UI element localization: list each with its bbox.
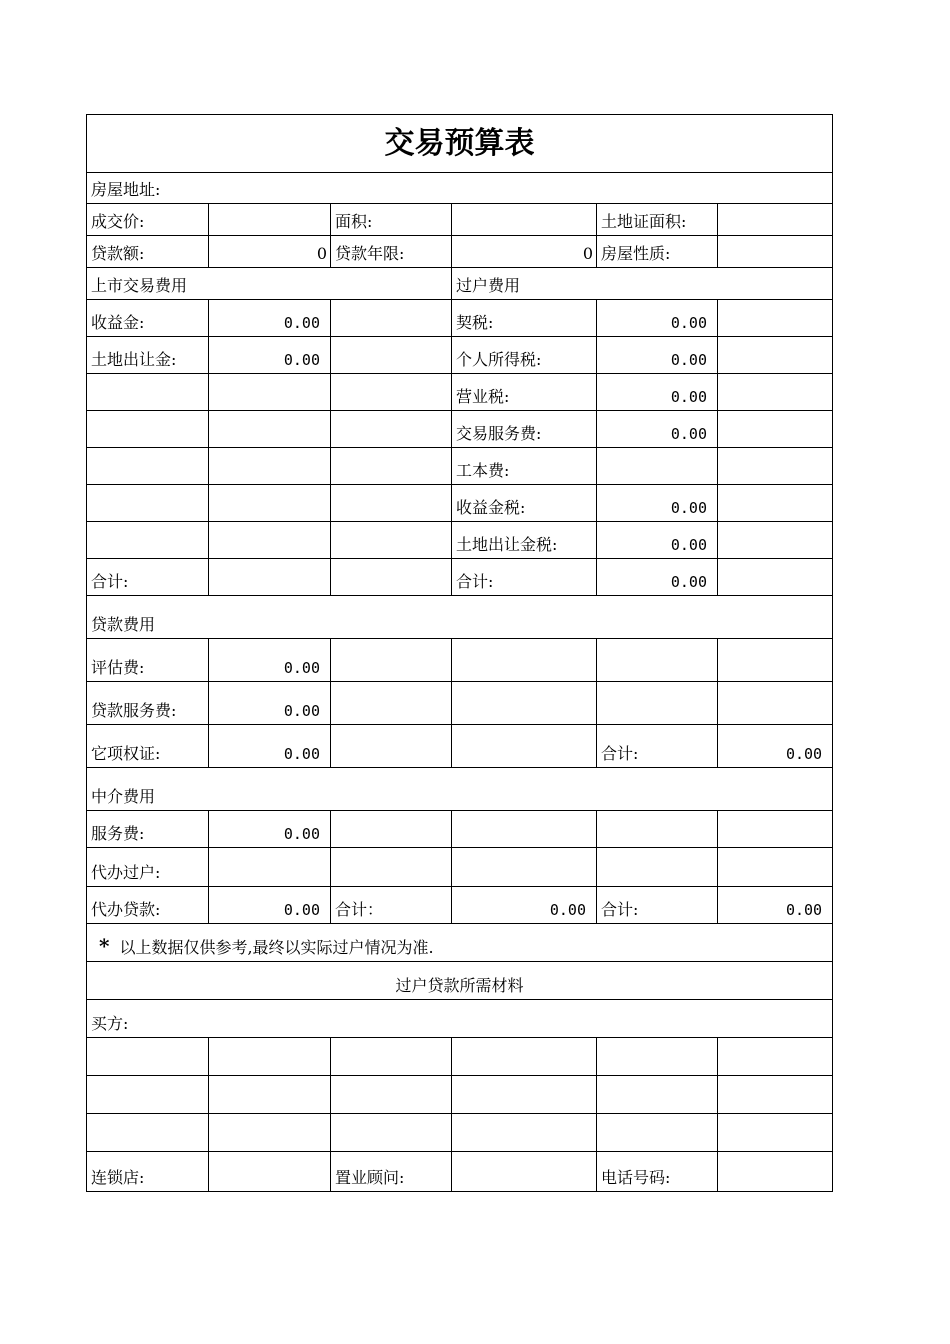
- empty-cell: [331, 300, 452, 337]
- loan-amount-label: 贷款额:: [87, 236, 209, 268]
- listing-section-label: 上市交易费用: [87, 268, 452, 300]
- empty-cell: [452, 848, 597, 887]
- agency-service-value: 0.00: [209, 811, 331, 848]
- empty-cell[interactable]: [718, 1114, 833, 1152]
- disclaimer-note: [87, 924, 833, 962]
- empty-cell[interactable]: [597, 1076, 718, 1114]
- empty-cell: [331, 848, 452, 887]
- appraisal-value: 0.00: [209, 639, 331, 682]
- buyer-label: 买方:: [87, 1000, 833, 1038]
- price-input[interactable]: [209, 204, 331, 236]
- income-tax-label: 个人所得税:: [452, 337, 597, 374]
- materials-title: 过户贷款所需材料: [87, 962, 833, 1000]
- area-label: 面积:: [331, 204, 452, 236]
- land-area-input[interactable]: [718, 204, 833, 236]
- empty-cell: [331, 411, 452, 448]
- agency-transfer-value[interactable]: [209, 848, 331, 887]
- agency-subtotal-label: 合计：: [331, 887, 452, 924]
- empty-cell: [209, 448, 331, 485]
- house-nature-label: 房屋性质:: [597, 236, 718, 268]
- consultant-label: 置业顾问:: [331, 1152, 452, 1192]
- listing-total-label: 合计:: [87, 559, 209, 596]
- service-fee-value: 0.00: [597, 411, 718, 448]
- empty-cell[interactable]: [331, 1114, 452, 1152]
- area-input[interactable]: [452, 204, 597, 236]
- disclaimer-text: 以上数据仅供参考,最终以实际过户情况为准.: [119, 938, 434, 957]
- income-value: 0.00: [209, 300, 331, 337]
- store-input[interactable]: [209, 1152, 331, 1192]
- empty-cell: [331, 559, 452, 596]
- empty-cell: [331, 485, 452, 522]
- appraisal-label: 评估费:: [87, 639, 209, 682]
- cost-fee-value[interactable]: [597, 448, 718, 485]
- empty-cell[interactable]: [209, 1114, 331, 1152]
- deed-tax-value: 0.00: [597, 300, 718, 337]
- empty-cell: [209, 522, 331, 559]
- asterisk-icon: *: [99, 934, 110, 958]
- loan-years-value[interactable]: 0: [452, 236, 597, 268]
- land-fee-label: 土地出让金:: [87, 337, 209, 374]
- house-nature-input[interactable]: [718, 236, 833, 268]
- agency-transfer-label: 代办过户:: [87, 848, 209, 887]
- empty-cell: [718, 559, 833, 596]
- empty-cell: [331, 448, 452, 485]
- cost-fee-label: 工本费:: [452, 448, 597, 485]
- deed-tax-label: 契税:: [452, 300, 597, 337]
- service-fee-label: 交易服务费:: [452, 411, 597, 448]
- empty-cell: [452, 682, 597, 725]
- loan-service-value: 0.00: [209, 682, 331, 725]
- address-label: 房屋地址:: [87, 173, 833, 204]
- empty-cell: [87, 448, 209, 485]
- empty-cell: [87, 522, 209, 559]
- empty-cell[interactable]: [597, 1114, 718, 1152]
- empty-cell: [209, 485, 331, 522]
- business-tax-value: 0.00: [597, 374, 718, 411]
- empty-cell: [718, 848, 833, 887]
- empty-cell[interactable]: [209, 1038, 331, 1076]
- empty-cell: [331, 639, 452, 682]
- phone-input[interactable]: [718, 1152, 833, 1192]
- empty-cell[interactable]: [452, 1114, 597, 1152]
- empty-cell: [718, 485, 833, 522]
- empty-cell: [331, 682, 452, 725]
- agency-section-label: 中介费用: [87, 768, 833, 811]
- income-label: 收益金:: [87, 300, 209, 337]
- income-tax-value: 0.00: [597, 337, 718, 374]
- loan-section-label: 贷款费用: [87, 596, 833, 639]
- listing-total-value: [209, 559, 331, 596]
- empty-cell[interactable]: [331, 1076, 452, 1114]
- land-area-label: 土地证面积:: [597, 204, 718, 236]
- empty-cell: [87, 485, 209, 522]
- page-title: 交易预算表: [87, 115, 833, 173]
- empty-cell: [718, 448, 833, 485]
- empty-cell: [718, 300, 833, 337]
- empty-cell: [87, 374, 209, 411]
- loan-amount-value[interactable]: 0: [209, 236, 331, 268]
- empty-cell: [331, 811, 452, 848]
- agency-loan-value: 0.00: [209, 887, 331, 924]
- land-fee-tax-label: 土地出让金税:: [452, 522, 597, 559]
- store-label: 连锁店:: [87, 1152, 209, 1192]
- transfer-section-label: 过户费用: [452, 268, 833, 300]
- budget-table: [86, 114, 833, 1192]
- transfer-total-value: 0.00: [597, 559, 718, 596]
- empty-cell: [718, 811, 833, 848]
- empty-cell: [452, 811, 597, 848]
- empty-cell: [209, 411, 331, 448]
- business-tax-label: 营业税:: [452, 374, 597, 411]
- income-fund-tax-value: 0.00: [597, 485, 718, 522]
- income-fund-tax-label: 收益金税:: [452, 485, 597, 522]
- empty-cell: [331, 522, 452, 559]
- empty-cell[interactable]: [718, 1076, 833, 1114]
- transfer-total-label: 合计:: [452, 559, 597, 596]
- empty-cell: [597, 682, 718, 725]
- empty-cell: [331, 337, 452, 374]
- empty-cell: [331, 725, 452, 768]
- phone-label: 电话号码:: [597, 1152, 718, 1192]
- empty-cell: [718, 374, 833, 411]
- empty-cell: [597, 811, 718, 848]
- empty-cell: [718, 639, 833, 682]
- empty-cell[interactable]: [718, 1038, 833, 1076]
- consultant-input[interactable]: [452, 1152, 597, 1192]
- empty-cell: [718, 411, 833, 448]
- loan-total-value: 0.00: [718, 725, 833, 768]
- agency-total-label: 合计:: [597, 887, 718, 924]
- empty-cell: [597, 848, 718, 887]
- loan-service-label: 贷款服务费:: [87, 682, 209, 725]
- agency-total-value: 0.00: [718, 887, 833, 924]
- empty-cell: [331, 374, 452, 411]
- agency-subtotal-value: 0.00: [452, 887, 597, 924]
- loan-total-label: 合计:: [597, 725, 718, 768]
- loan-years-label: 贷款年限:: [331, 236, 452, 268]
- empty-cell: [718, 522, 833, 559]
- empty-cell[interactable]: [87, 1038, 209, 1076]
- empty-cell: [597, 639, 718, 682]
- price-label: 成交价:: [87, 204, 209, 236]
- agency-loan-label: 代办贷款:: [87, 887, 209, 924]
- empty-cell[interactable]: [597, 1038, 718, 1076]
- empty-cell[interactable]: [87, 1114, 209, 1152]
- agency-service-label: 服务费:: [87, 811, 209, 848]
- empty-cell[interactable]: [87, 1076, 209, 1114]
- other-right-value: 0.00: [209, 725, 331, 768]
- empty-cell: [209, 374, 331, 411]
- empty-cell: [87, 411, 209, 448]
- other-right-label: 它项权证:: [87, 725, 209, 768]
- empty-cell[interactable]: [331, 1038, 452, 1076]
- land-fee-tax-value: 0.00: [597, 522, 718, 559]
- empty-cell: [452, 639, 597, 682]
- empty-cell[interactable]: [452, 1038, 597, 1076]
- empty-cell[interactable]: [452, 1076, 597, 1114]
- empty-cell: [718, 337, 833, 374]
- empty-cell: [718, 682, 833, 725]
- empty-cell: [452, 725, 597, 768]
- land-fee-value: 0.00: [209, 337, 331, 374]
- empty-cell[interactable]: [209, 1076, 331, 1114]
